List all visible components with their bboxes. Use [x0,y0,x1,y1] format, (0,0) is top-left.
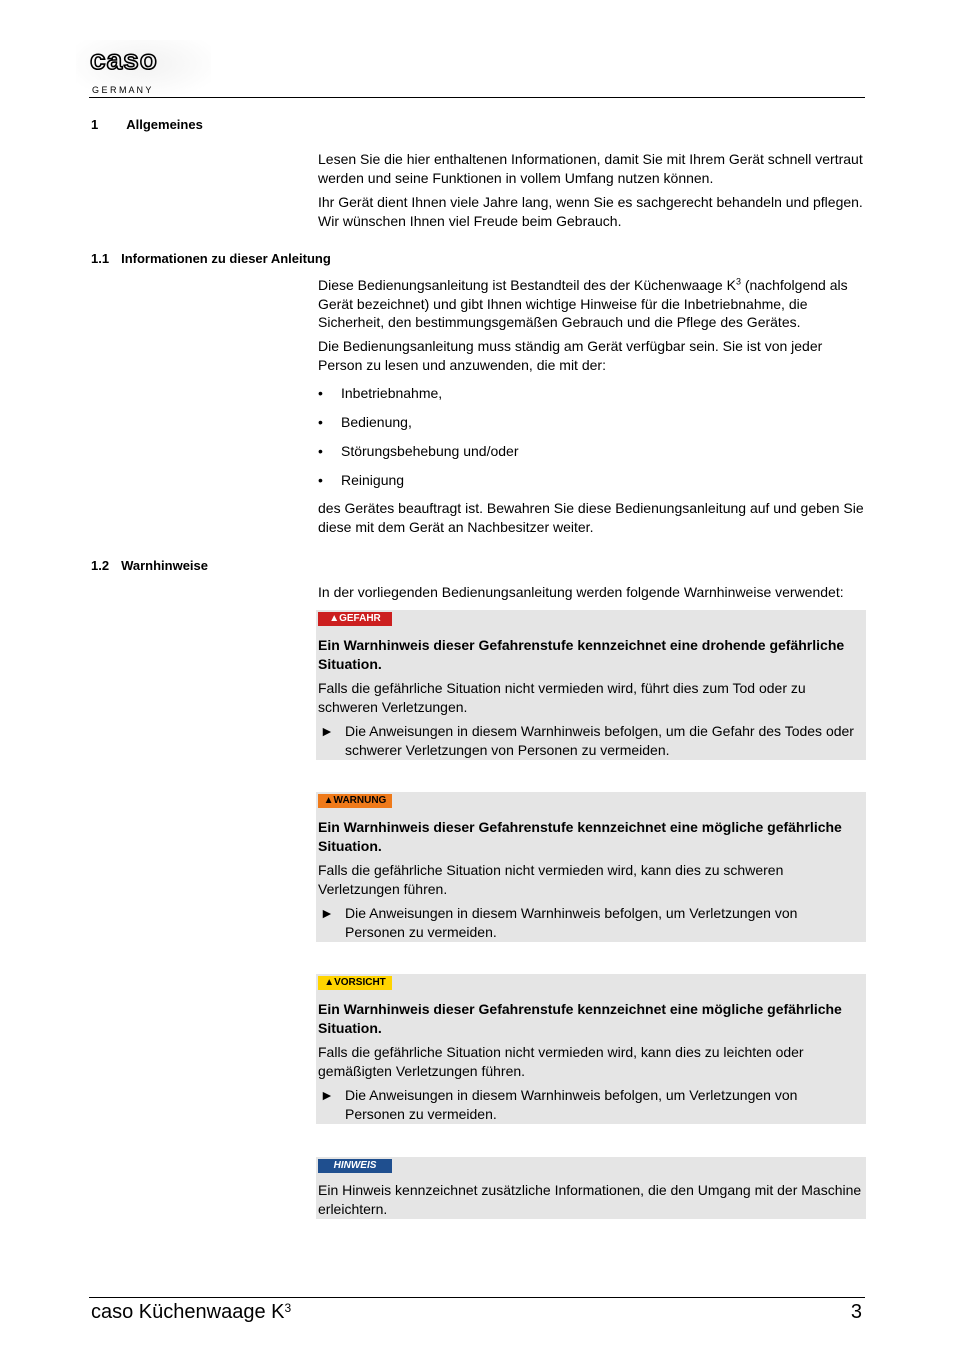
paragraph: Ihr Gerät dient Ihnen viele Jahre lang, wenn Sie es sachgerecht behandeln und pflegen. Wir wünschen Ihnen viel Freude beim Gebrauch. [318,194,863,229]
paragraph: Diese Bedienungsanleitung ist Bestandteil des der Küchenwaage $K^3$ (nachfolgend als Gerät bezeichnet) und gibt Ihnen wichtige Hinweise für die Inbetriebnahme, die Sicherheit, den bestimmungsgemäßen Gebrauch und die Pflege des Gerätes. [318,276,848,330]
paragraph: Lesen Sie die hier enthaltenen Informationen, damit Sie mit Ihrem Gerät schnell vertraut werden und seine Funktionen in vollem Umfang nutzen können. [318,151,863,186]
section-1-1-heading [91,250,331,269]
info-notice [316,1157,866,1219]
section-number: 1.1 [91,251,110,266]
section-number: 1.2 [91,558,110,573]
footer-title: caso Küchenwaage $K^3$ [91,1301,292,1323]
notice-instruction: Die Anweisungen in diesem Warnhinweis befolgen, um die Gefahr des Todes oder schwerer Verletzungen von Personen zu vermeiden. [345,723,854,758]
notice-text: Ein Hinweis kennzeichnet zusätzliche Informationen, die den Umgang mit der Maschine erleichtern. [318,1182,862,1217]
notice-heading: Ein Warnhinweis dieser Gefahrenstufe kennzeichnet eine mögliche gefährliche Situation. [318,819,842,854]
info-badge: HINWEIS [318,1159,392,1173]
caso-logo [76,40,211,100]
danger-badge: ▲GEFAHR [318,612,392,626]
section-1-heading [91,116,203,135]
paragraph: Die Bedienungsanleitung muss ständig am Gerät verfügbar sein. Sie ist von jeder Person zu lesen und anzuwenden, die mit der: [318,338,823,373]
section-number: 1 [91,117,99,132]
notice-heading: Ein Warnhinweis dieser Gefahrenstufe kennzeichnet eine drohende gefährliche Situation. [318,637,845,672]
section-title: Informationen zu dieser Anleitung [121,251,331,266]
page-number: 3 [850,1301,862,1323]
paragraph: In der vorliegenden Bedienungsanleitung werden folgende Warnhinweise verwendet: [318,584,844,600]
notice-text: Falls die gefährliche Situation nicht vermieden wird, kann dies zu schweren Verletzungen führen. [318,862,784,897]
arrow-icon: ► [320,905,334,921]
svg-text:G E R M A N Y: G E R M A N Y [92,85,152,95]
notice-instruction: Die Anweisungen in diesem Warnhinweis befolgen, um Verletzungen von Personen zu vermeiden. [345,905,798,940]
danger-notice [316,610,866,760]
section-title: Allgemeines [126,117,203,132]
notice-text: Falls die gefährliche Situation nicht vermieden wird, führt dies zum Tod oder zu schweren Verletzungen. [318,680,806,715]
section-title: Warnhinweise [121,558,209,573]
header-rule [89,97,865,98]
paragraph: des Gerätes beauftragt ist. Bewahren Sie diese Bedienungsanleitung auf und geben Sie diese mit dem Gerät an Nachbesitzer weiter. [318,500,864,535]
svg-text:caso: caso [90,44,158,75]
caution-notice [316,974,866,1124]
notice-text: Falls die gefährliche Situation nicht vermieden wird, kann dies zu leichten oder gemäßigten Verletzungen führen. [318,1044,804,1079]
caution-badge: ▲VORSICHT [318,976,392,990]
notice-heading: Ein Warnhinweis dieser Gefahrenstufe kennzeichnet eine mögliche gefährliche Situation. [318,1001,842,1036]
warning-badge: ▲WARNUNG [318,794,392,808]
notice-instruction: Die Anweisungen in diesem Warnhinweis befolgen, um Verletzungen von Personen zu vermeiden. [345,1087,798,1122]
section-1-2-heading [91,557,208,576]
warning-notice [316,792,866,942]
arrow-icon: ► [320,723,334,739]
arrow-icon: ► [320,1087,334,1103]
footer-rule [89,1297,865,1298]
